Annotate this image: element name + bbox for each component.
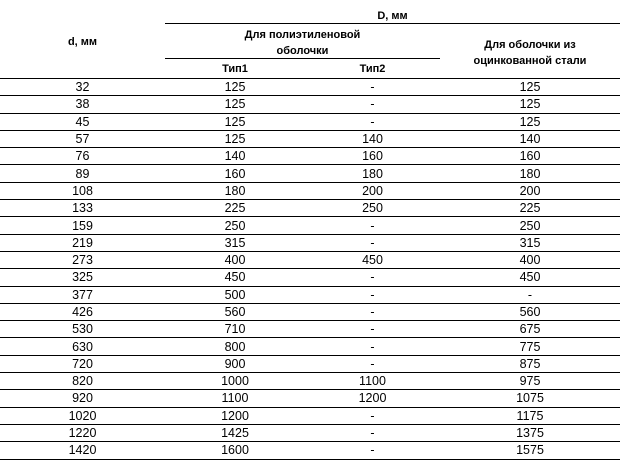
table-row — [0, 373, 620, 390]
cell-steel: - — [440, 286, 620, 303]
cell-d: 630 — [0, 338, 165, 355]
cell-type2: - — [305, 234, 440, 251]
cell-type1: 140 — [165, 148, 305, 165]
header-poly-line1: Для полиэтиленовой — [244, 29, 361, 41]
table-row — [0, 200, 620, 217]
table-row — [0, 442, 620, 459]
table-row — [0, 424, 620, 441]
cell-steel: 180 — [440, 165, 620, 182]
cell-type1: 900 — [165, 355, 305, 372]
cell-d: 530 — [0, 321, 165, 338]
cell-d: 377 — [0, 286, 165, 303]
cell-type1: 1600 — [165, 442, 305, 459]
header-type2: Тип2 — [359, 63, 386, 75]
cell-steel: 315 — [440, 234, 620, 251]
cell-type2: - — [305, 113, 440, 130]
cell-steel: 225 — [440, 200, 620, 217]
table-row — [0, 303, 620, 320]
cell-d: 57 — [0, 130, 165, 147]
cell-type2: - — [305, 407, 440, 424]
cell-type1: 125 — [165, 130, 305, 147]
cell-steel: 1175 — [440, 407, 620, 424]
table-row — [0, 390, 620, 407]
header-steel — [440, 37, 620, 69]
cell-type2: - — [305, 269, 440, 286]
cell-steel: 140 — [440, 130, 620, 147]
cell-d: 89 — [0, 165, 165, 182]
cell-d: 159 — [0, 217, 165, 234]
cell-steel: 975 — [440, 373, 620, 390]
cell-type1: 1100 — [165, 390, 305, 407]
cell-type1: 450 — [165, 269, 305, 286]
cell-steel: 400 — [440, 251, 620, 268]
cell-steel: 125 — [440, 96, 620, 113]
cell-type2: - — [305, 424, 440, 441]
table-row — [0, 130, 620, 147]
cell-type1: 160 — [165, 165, 305, 182]
cell-type1: 710 — [165, 321, 305, 338]
cell-d: 426 — [0, 303, 165, 320]
cell-type2: 200 — [305, 182, 440, 199]
cell-type1: 560 — [165, 303, 305, 320]
header-poly — [165, 27, 440, 59]
cell-type2: 180 — [305, 165, 440, 182]
cell-type1: 125 — [165, 113, 305, 130]
cell-d: 45 — [0, 113, 165, 130]
cell-type2: - — [305, 303, 440, 320]
cell-d: 1220 — [0, 424, 165, 441]
cell-steel: 560 — [440, 303, 620, 320]
table-row — [0, 234, 620, 251]
cell-d: 32 — [0, 79, 165, 96]
cell-type2: - — [305, 217, 440, 234]
cell-steel: 160 — [440, 148, 620, 165]
cell-type1: 800 — [165, 338, 305, 355]
cell-steel: 200 — [440, 182, 620, 199]
header-d: d, мм — [67, 36, 98, 48]
cell-d: 108 — [0, 182, 165, 199]
cell-type1: 1425 — [165, 424, 305, 441]
cell-type1: 1000 — [165, 373, 305, 390]
header-steel-line2: оцинкованной стали — [473, 55, 587, 67]
cell-type1: 400 — [165, 251, 305, 268]
table-row — [0, 321, 620, 338]
cell-steel: 675 — [440, 321, 620, 338]
cell-d: 38 — [0, 96, 165, 113]
cell-type1: 250 — [165, 217, 305, 234]
table-row — [0, 182, 620, 199]
cell-type1: 225 — [165, 200, 305, 217]
table-row — [0, 217, 620, 234]
cell-steel: 125 — [440, 79, 620, 96]
header-type1: Тип1 — [222, 63, 248, 75]
cell-type2: 140 — [305, 130, 440, 147]
cell-type2: - — [305, 442, 440, 459]
cell-d: 820 — [0, 373, 165, 390]
cell-type2: - — [305, 79, 440, 96]
header-steel-line1: Для оболочки из — [484, 39, 576, 51]
cell-type2: - — [305, 96, 440, 113]
cell-type2: 450 — [305, 251, 440, 268]
cell-d: 920 — [0, 390, 165, 407]
cell-type1: 125 — [165, 96, 305, 113]
cell-steel: 875 — [440, 355, 620, 372]
header-D: D, мм — [377, 10, 408, 22]
table-row — [0, 79, 620, 96]
cell-type2: - — [305, 338, 440, 355]
table-row — [0, 96, 620, 113]
cell-type2: - — [305, 355, 440, 372]
cell-type1: 1200 — [165, 407, 305, 424]
table-row — [0, 148, 620, 165]
header-D-underline — [165, 23, 620, 24]
header-poly-line2: оболочки — [276, 45, 329, 57]
cell-steel: 125 — [440, 113, 620, 130]
cell-type1: 500 — [165, 286, 305, 303]
cell-type2: 1100 — [305, 373, 440, 390]
table-row — [0, 251, 620, 268]
cell-steel: 250 — [440, 217, 620, 234]
cell-d: 720 — [0, 355, 165, 372]
header-poly-underline — [165, 58, 440, 59]
cell-d: 1020 — [0, 407, 165, 424]
cell-type1: 125 — [165, 79, 305, 96]
data-table — [0, 78, 620, 460]
cell-type2: - — [305, 321, 440, 338]
cell-d: 219 — [0, 234, 165, 251]
table-row — [0, 269, 620, 286]
table-row — [0, 113, 620, 130]
cell-type1: 180 — [165, 182, 305, 199]
table-row — [0, 338, 620, 355]
cell-steel: 775 — [440, 338, 620, 355]
cell-d: 1420 — [0, 442, 165, 459]
cell-type1: 315 — [165, 234, 305, 251]
cell-type2: - — [305, 286, 440, 303]
cell-steel: 450 — [440, 269, 620, 286]
cell-d: 325 — [0, 269, 165, 286]
cell-steel: 1075 — [440, 390, 620, 407]
cell-type2: 250 — [305, 200, 440, 217]
cell-d: 76 — [0, 148, 165, 165]
cell-steel: 1575 — [440, 442, 620, 459]
cell-steel: 1375 — [440, 424, 620, 441]
table-row — [0, 355, 620, 372]
table-row — [0, 286, 620, 303]
table-row — [0, 407, 620, 424]
cell-type2: 160 — [305, 148, 440, 165]
table-row — [0, 165, 620, 182]
cell-type2: 1200 — [305, 390, 440, 407]
cell-d: 273 — [0, 251, 165, 268]
cell-d: 133 — [0, 200, 165, 217]
